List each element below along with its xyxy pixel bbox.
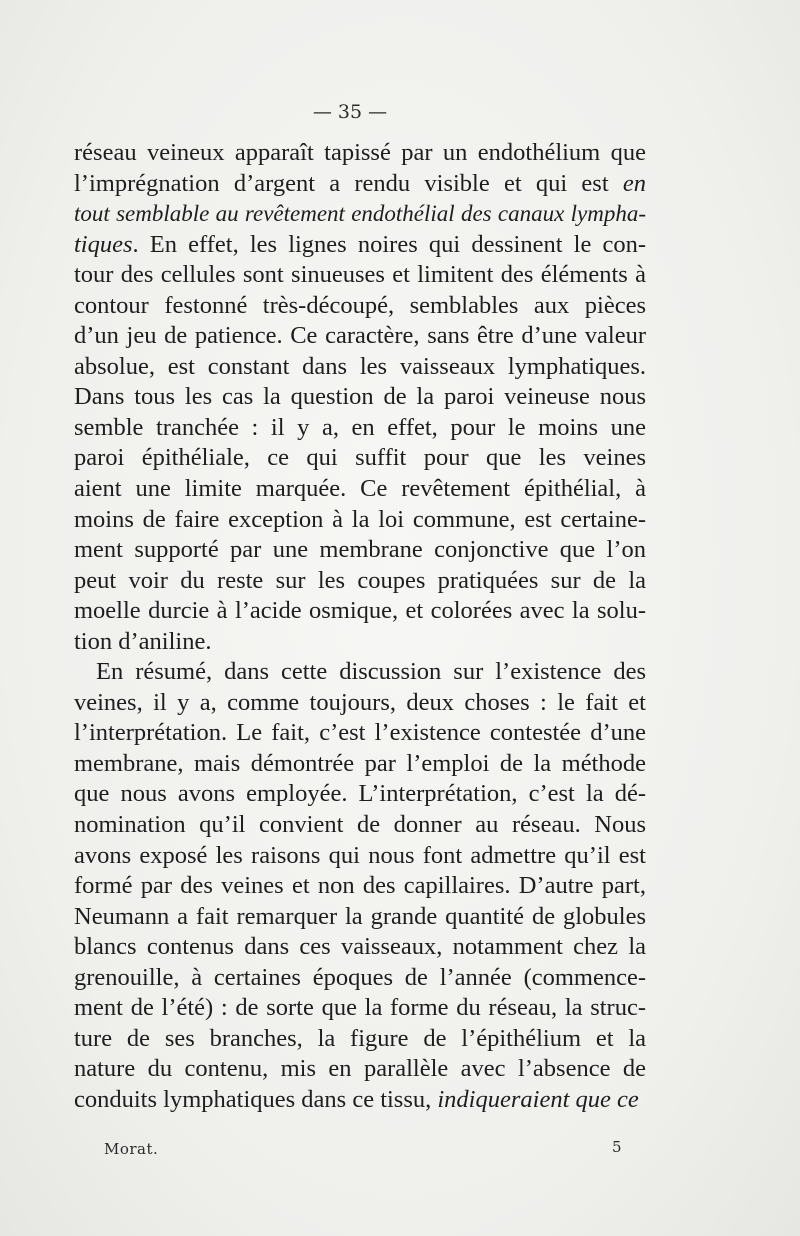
- text-line: [74, 993, 646, 1024]
- text-run: tour des cellules sont sinueuses et limitent des éléments à: [74, 261, 646, 289]
- text-run: moins de faire exception à la loi commune, est certaine-: [74, 505, 646, 533]
- italic-run: indiqueraient que ce: [437, 1085, 639, 1113]
- text-line: [74, 230, 646, 261]
- text-run: absolue, est constant dans les vaisseaux lymphatiques.: [74, 352, 646, 380]
- text-line: [74, 932, 646, 963]
- text-line: [74, 474, 646, 505]
- text-line: [74, 1024, 646, 1055]
- text-line: [74, 291, 646, 322]
- italic-run: en: [622, 169, 646, 197]
- text-line: [74, 382, 646, 413]
- text-line: [74, 169, 646, 200]
- text-run: nomination qu’il convient de donner au réseau. Nous: [74, 811, 646, 839]
- text-line: [74, 505, 646, 536]
- sheet-number: 5: [612, 1138, 622, 1156]
- text-line: [74, 443, 646, 474]
- text-run: que nous avons employée. L’interprétation, c’est la dé-: [74, 780, 646, 808]
- italic-run: tiques: [74, 230, 133, 258]
- text-line: [74, 1054, 646, 1085]
- text-line: [74, 260, 646, 291]
- text-run: moelle durcie à l’acide osmique, et colorées avec la solu-: [74, 597, 646, 625]
- text-line: [74, 199, 646, 230]
- text-run: d’un jeu de patience. Ce caractère, sans être d’une valeur: [74, 322, 646, 350]
- text-run: formé par des veines et non des capillaires. D’autre part,: [74, 872, 646, 900]
- text-line: [74, 657, 646, 688]
- text-run: tion d’aniline.: [74, 627, 212, 655]
- text-line: [74, 963, 646, 994]
- text-line: [74, 138, 646, 169]
- text-run: réseau veineux apparaît tapissé par un endothélium que: [74, 139, 646, 166]
- text-line: [74, 841, 646, 872]
- text-run: Neumann a fait remarquer la grande quantité de globules: [74, 902, 646, 930]
- text-run: En résumé, dans cette discussion sur l’existence des: [96, 658, 646, 686]
- text-line: [74, 1085, 646, 1116]
- text-line: [74, 688, 646, 719]
- text-run: semble tranchée : il y a, en effet, pour le moins une: [74, 413, 646, 441]
- page-number: — 35 —: [312, 101, 388, 123]
- text-line: [74, 718, 646, 749]
- text-line: [74, 566, 646, 597]
- text-line: [74, 749, 646, 780]
- text-line: [74, 352, 646, 383]
- text-run: contour festonné très-découpé, semblables aux pièces: [74, 291, 646, 319]
- text-run: . En effet, les lignes noires qui dessinent le con-: [132, 230, 646, 258]
- text-run: veines, il y a, comme toujours, deux choses : le fait et: [74, 688, 646, 716]
- text-run: paroi épithéliale, ce qui suffit pour que les veines: [74, 444, 646, 472]
- text-line: [74, 535, 646, 566]
- text-run: ment de l’été) : de sorte que la forme du réseau, la struc-: [74, 994, 646, 1022]
- text-line: [74, 321, 646, 352]
- body-text: [74, 138, 646, 1116]
- text-run: l’imprégnation d’argent a rendu visible et qui est: [74, 169, 623, 197]
- text-line: [74, 810, 646, 841]
- text-line: [74, 596, 646, 627]
- text-run: ment supporté par une membrane conjonctive que l’on: [74, 536, 646, 564]
- signature-mark: Morat.: [104, 1140, 159, 1158]
- text-run: ture de ses branches, la figure de l’épithélium et la: [74, 1024, 646, 1052]
- text-line: [74, 627, 646, 658]
- text-run: conduits lymphatiques dans ce tissu,: [74, 1085, 438, 1113]
- italic-run: tout semblable au revêtement endothélial des canaux lympha-: [74, 201, 646, 227]
- text-run: nature du contenu, mis en parallèle avec l’absence de: [74, 1055, 646, 1083]
- text-run: aient une limite marquée. Ce revêtement épithélial, à: [74, 475, 646, 503]
- text-line: [74, 902, 646, 933]
- text-line: [74, 871, 646, 902]
- text-run: peut voir du reste sur les coupes pratiquées sur de la: [74, 566, 646, 594]
- text-run: avons exposé les raisons qui nous font admettre qu’il est: [74, 841, 646, 869]
- text-run: grenouille, à certaines époques de l’année (commence-: [74, 963, 646, 991]
- text-run: blancs contenus dans ces vaisseaux, notamment chez la: [74, 933, 646, 961]
- text-line: [74, 779, 646, 810]
- text-run: membrane, mais démontrée par l’emploi de la méthode: [74, 749, 646, 777]
- text-line: [74, 413, 646, 444]
- text-run: l’interprétation. Le fait, c’est l’existence contestée d’une: [74, 719, 646, 747]
- text-run: Dans tous les cas la question de la paroi veineuse nous: [74, 383, 646, 411]
